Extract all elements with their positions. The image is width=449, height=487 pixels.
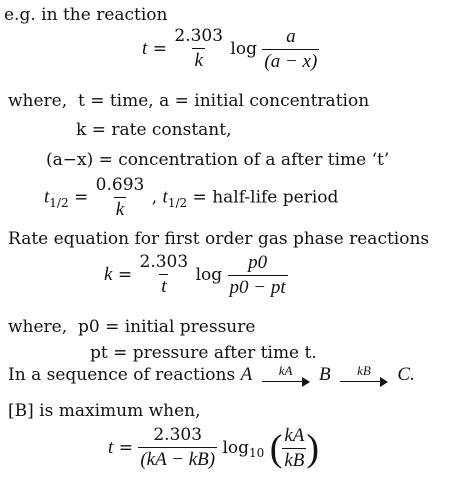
eq1-fraction: $\frac{2.303}{k}$	[174, 26, 224, 71]
eq2-fraction: $\frac{2.303}{t}$	[139, 252, 189, 297]
equation-2: k = $\frac{2.303}{t}$ log $\frac{p0}{p0 - pt}$	[104, 252, 286, 298]
k-definition: k = rate constant,	[76, 120, 232, 140]
eq3-fraction: $\frac{2.303}{(kA - kB)}$	[140, 425, 216, 470]
half-life-fraction: $\frac{0.693}{k}$	[95, 175, 145, 220]
eq1-log: log	[230, 38, 257, 59]
half-life-line: $t_{1/2}$ = $\frac{0.693}{k}$ , $t_{1/2}$ = half-life period	[44, 175, 339, 220]
t-definition: t = time, a = initial concentration	[77, 91, 370, 111]
half-life-definition: = half-life period	[192, 187, 339, 208]
equation-3: t = $\frac{2.303}{(kA - kB)}$ $\log_{10}$ ( $\frac{kA}{kB}$ )	[108, 425, 320, 471]
p0-definition: p0 = initial pressure	[77, 317, 256, 337]
arrow-kB: kB	[340, 364, 388, 387]
pt-definition: pt = pressure after time t.	[90, 343, 317, 363]
gas-phase-heading: Rate equation for first order gas phase reactions	[8, 229, 430, 249]
where-line-1: where, t = time, a = initial concentration	[8, 91, 370, 111]
b-maximum-text: [B] is maximum when,	[8, 401, 201, 421]
where-line-2: where, p0 = initial pressure	[8, 317, 256, 337]
equation-1: t = $\frac{2.303}{k}$ log $\frac{a}{(a - x)}$	[142, 26, 318, 72]
eq1-log-fraction: $\frac{a}{(a - x)}$	[264, 26, 318, 72]
eq2-log-fraction: $\frac{p0}{p0 - pt}$	[229, 252, 286, 298]
ax-definition: (a−x) = concentration of a after time ‘t’	[46, 150, 390, 170]
intro-text: e.g. in the reaction	[4, 5, 168, 25]
eq1-lhs: t	[142, 37, 148, 59]
reaction-sequence: In a sequence of reactions A kA B kB C.	[8, 363, 415, 385]
arrow-kA: kA	[262, 364, 310, 387]
eq3-log-fraction: $\frac{kA}{kB}$	[284, 425, 305, 471]
